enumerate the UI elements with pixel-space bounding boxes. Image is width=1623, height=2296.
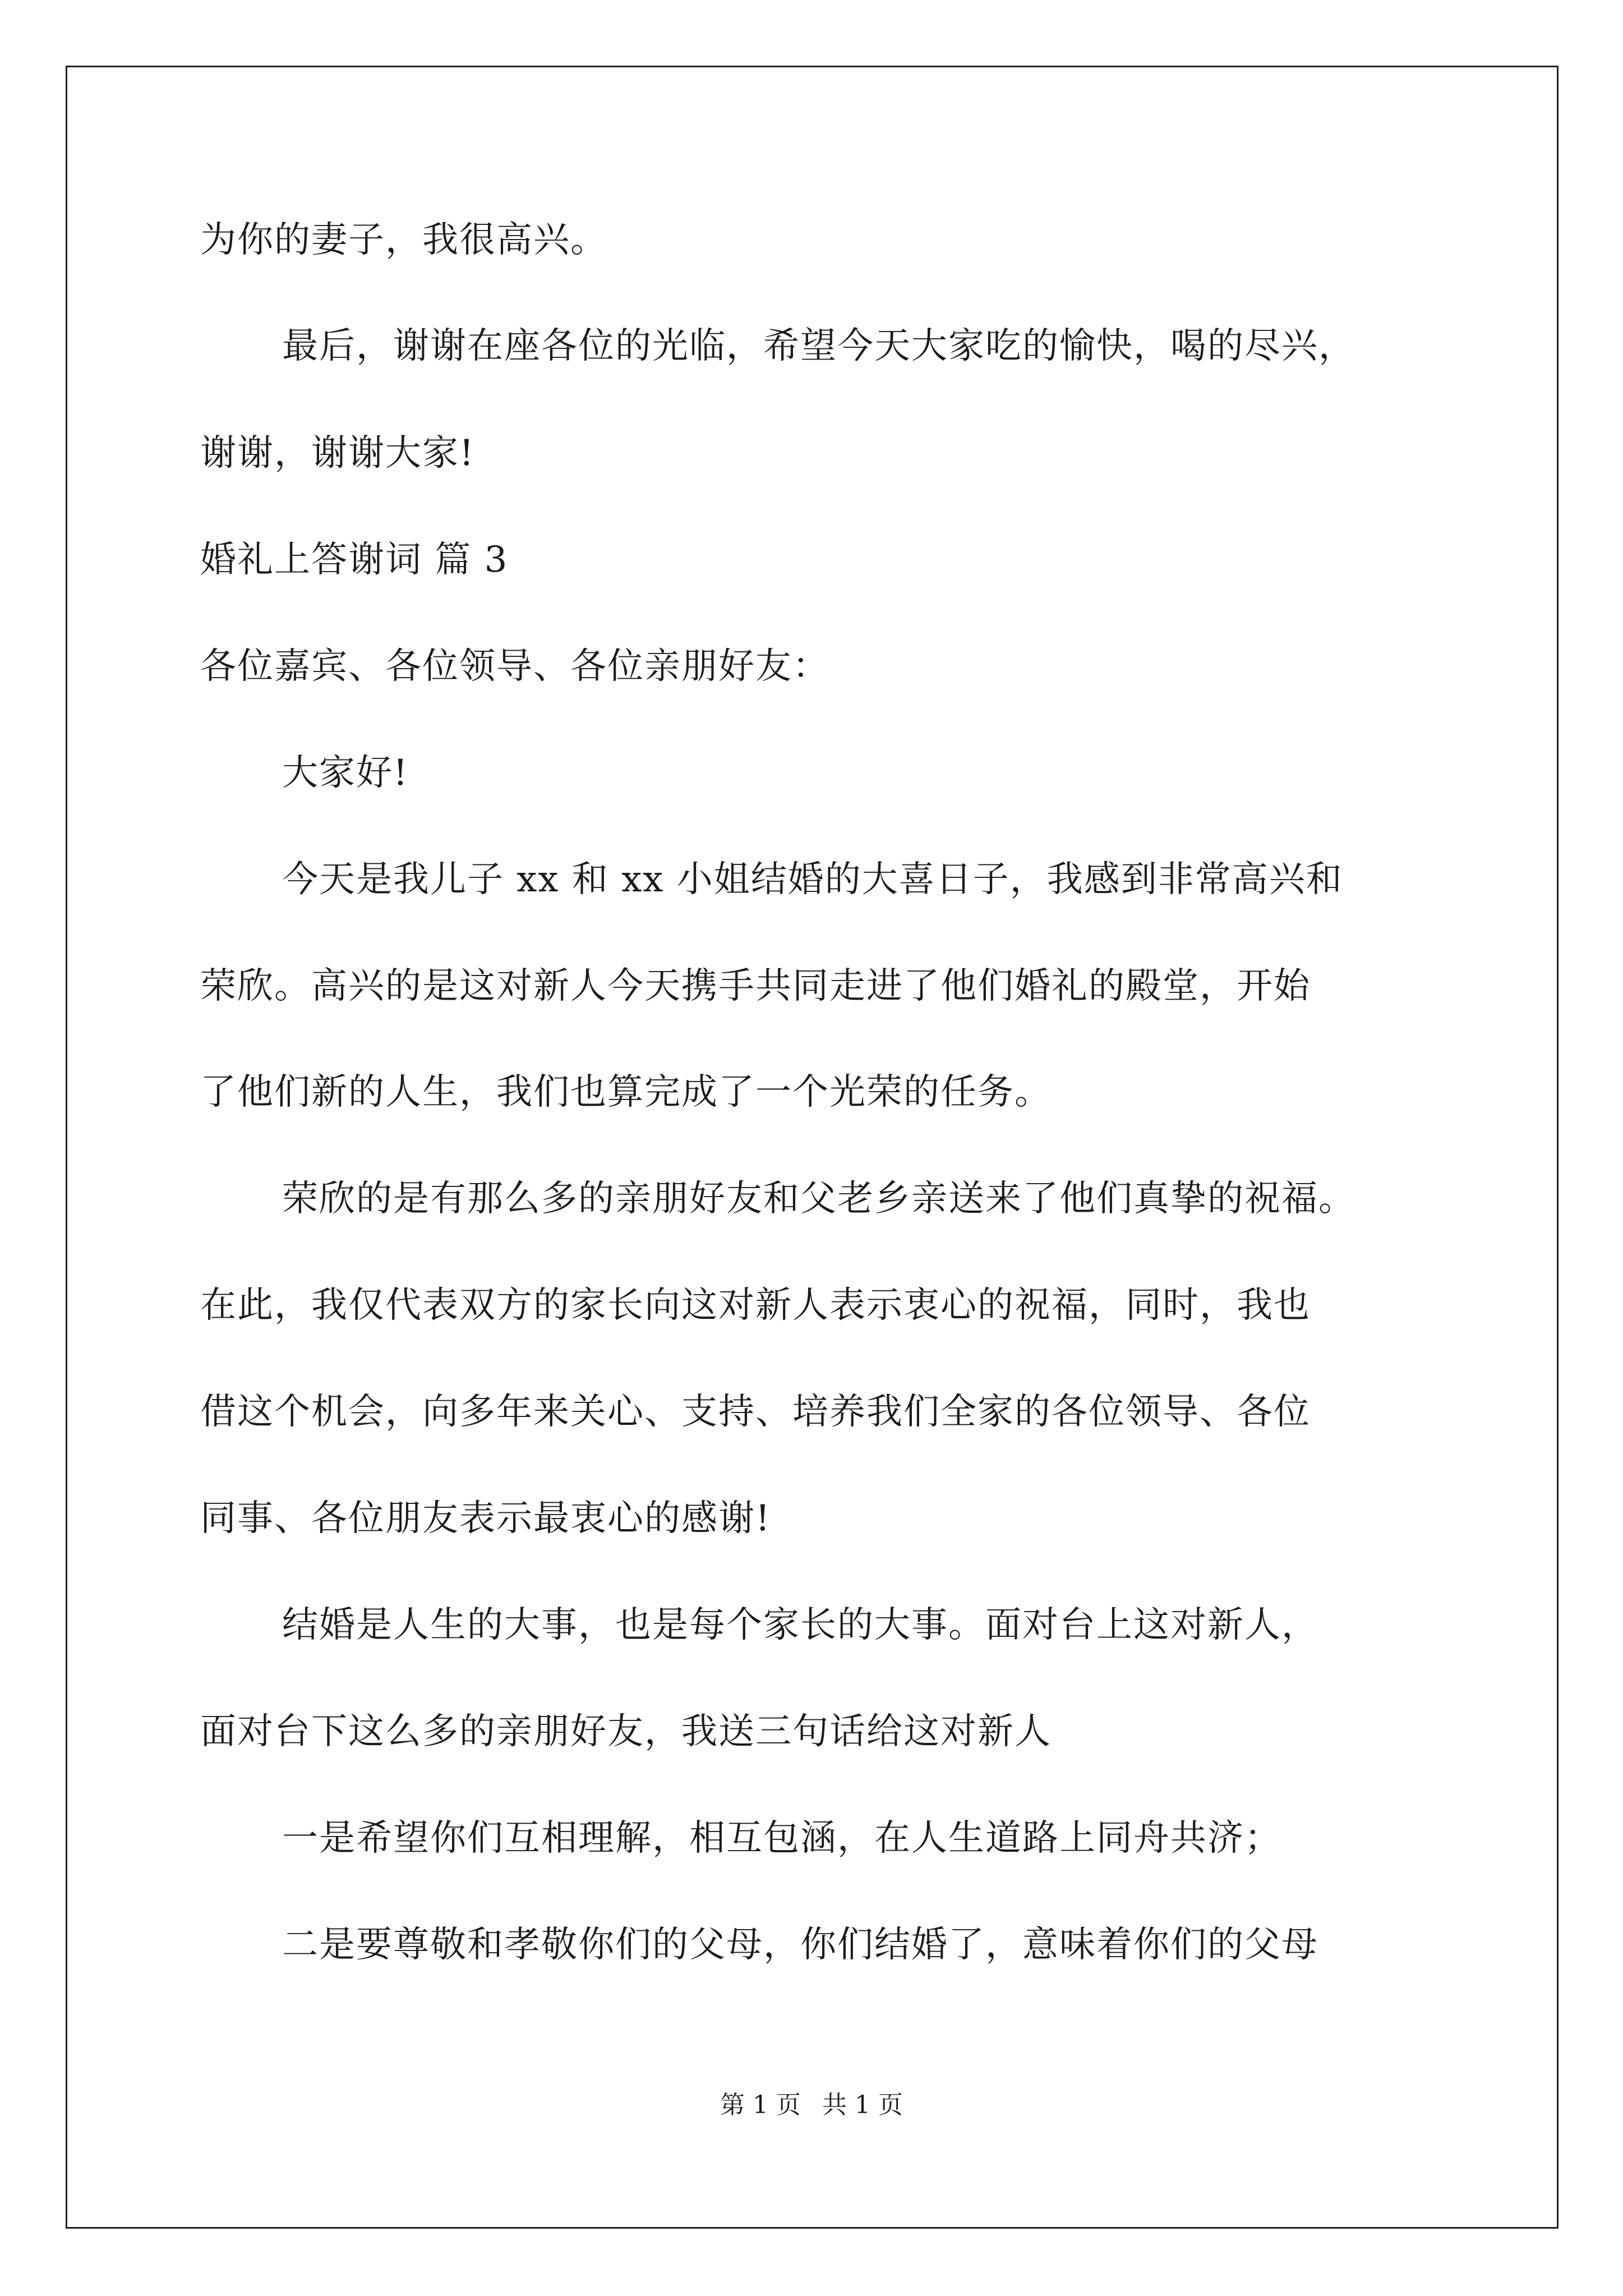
body-line: 为你的妻子，我很高兴。 — [200, 219, 607, 261]
body-line: 在此，我仅代表双方的家长向这对新人表示衷心的祝福，同时，我也 — [200, 1285, 1311, 1326]
body-line: 结婚是人生的大事，也是每个家长的大事。面对台上这对新人， — [282, 1604, 1318, 1646]
body-line: 面对台下这么多的亲朋好友，我送三句话给这对新人 — [200, 1711, 1052, 1752]
body-line: 一是希望你们互相理解，相互包涵，在人生道路上同舟共济； — [282, 1818, 1281, 1859]
page-border — [66, 66, 1559, 2229]
greeting: 大家好! — [282, 752, 409, 794]
body-line: 同事、各位朋友表示最衷心的感谢! — [200, 1498, 771, 1539]
body-line: 今天是我儿子 xx 和 xx 小姐结婚的大喜日子，我感到非常高兴和 — [282, 859, 1343, 900]
body-line: 最后，谢谢在座各位的光临，希望今天大家吃的愉快，喝的尽兴， — [282, 325, 1355, 367]
body-line: 谢谢，谢谢大家! — [200, 432, 475, 474]
body-line: 借这个机会，向多年来关心、支持、培养我们全家的各位领导、各位 — [200, 1391, 1311, 1433]
body-line: 了他们新的人生，我们也算完成了一个光荣的任务。 — [200, 1071, 1052, 1113]
page-total: 共 1 页 — [822, 2091, 903, 2119]
section-heading: 婚礼上答谢词 篇 3 — [200, 539, 509, 581]
page-footer — [0, 2090, 1623, 2121]
salutation: 各位嘉宾、各位领导、各位亲朋好友： — [200, 646, 829, 687]
page-number: 第 1 页 — [720, 2091, 801, 2119]
body-line: 二是要尊敬和孝敬你们的父母，你们结婚了，意味着你们的父母 — [282, 1924, 1318, 1966]
body-line: 荣欣。高兴的是这对新人今天携手共同走进了他们婚礼的殿堂，开始 — [200, 965, 1311, 1007]
body-line: 荣欣的是有那么多的亲朋好友和父老乡亲送来了他们真挚的祝福。 — [282, 1178, 1355, 1220]
